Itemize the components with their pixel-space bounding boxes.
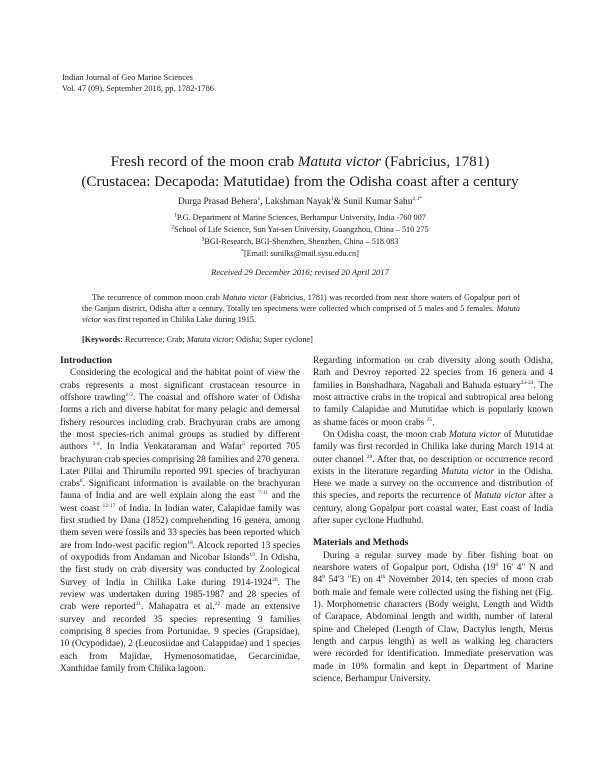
affiliation-3 — [40, 236, 560, 248]
section-heading-methods: Materials and Methods — [313, 537, 409, 549]
affiliation-2 — [40, 224, 560, 236]
received-dates: Received 29 December 2016; revised 20 April 2017 — [211, 267, 389, 277]
author-3-affil: 2,3* — [412, 195, 423, 202]
author-1-affil: 1 — [257, 195, 261, 202]
right-column — [313, 355, 553, 685]
abstract-text: The recurrence of common moon crab — [92, 293, 223, 302]
affiliation-2-mark: 2 — [171, 224, 175, 231]
email-text: [Email: sunilks@mail.sysu.edu.cn] — [243, 249, 359, 259]
abstract-species: Matuta victor — [222, 293, 268, 302]
journal-name: Indian Journal of Geo Marine Sciences — [62, 73, 193, 82]
affiliation-1-text: P.G. Department of Marine Sciences, Berhampur University, India -760 007 — [176, 213, 426, 222]
affiliation-1-mark: 1 — [174, 212, 177, 219]
title-line-1 — [40, 152, 560, 172]
affiliations — [40, 212, 560, 260]
introduction-paragraph: Considering the ecological and the habitat point of view the crabs represents a most significant crustacean resource in offshore trawling$^{1-2}$. The coastal and offshore water of Odisha forms a rich and diverse habitat for many pelagic and demersal fishery resources including crab. Brachyuran crabs are among the most species-rich animal groups as studied by different authors $^{3-4}$. In India Venkataraman and Wafar$^5$ reported 705 brachyuran crab species comprising 28 families and 270 genera. Later Pillai and Thirumilu reported 991 species of brachyuran crabs$^6$. Significant information is available on the brachyuran fauna of India and are well explain along the east $^{7-11}$ and the west coast $^{12-17}$ of India. In Indian water, Calapidae family was first studied by Dana (1852) comprehending 16 genera, among them seven were fossils and 33 species has been reported which are from Indo-west pacific region$^{18}$. Alcock reported 13 species of oxypodids from Andaman and Nicobar Islands$^{19}$. In Odisha, the first study on crab diversity was conducted by Zoological Survey of India in Chilika Lake during 1914-1924$^{20}$. The review was undertaken during 1985-1987 and 28 species of crab were reported$^{21}$. Mahapatra et al.$^{22}$ made an extensive survey and recorded 35 species representing 9 families comprising 8 species from Portunidae, 9 species (Grapsidae), 10 (Ocypodidae), 2 (Leucosiidae and Calappidae) and 1 species each from Majidae, Hymenosomatidae, Gecarcinidae, Xanthidae family from Chilika lagoon. — [60, 368, 301, 674]
left-column — [60, 355, 300, 675]
affiliation-2-text: School of Life Science, Sun Yat-sen University, Guangzhou, China – 510 275 — [174, 225, 429, 235]
abstract — [82, 293, 520, 326]
affiliation-3-mark: 3 — [201, 236, 205, 243]
keywords-text: Recurrence; Crab; — [122, 335, 187, 344]
affiliation-1 — [40, 212, 560, 224]
abstract-text: (Fabricius, 1781) was recorded from near shore waters of Gopalpur port of the Ganjam district, Odisha after a century. Totally ten specimens were collected which comprised of 5 males and 5 females. — [82, 293, 520, 313]
abstract-species: Matuta victor — [82, 303, 520, 324]
section-gap — [313, 527, 553, 537]
journal-header — [62, 72, 214, 94]
odisha-record-paragraph: On Odisha coast, the moon crab Matuta victor of Mututidae family was first recorded in Chilika lake during March 1914 at outer channel $^{20}$. After that, no description or occurrence record exists in the literature regarding Matuta victor in the Odisha. Here we made a survey on the occurrence and distribution of this species, and reports the recurrence of Matuta victor after a century, along Gopalpur port coastal water, East coast of India after super cyclone Hudhuhd. — [313, 429, 554, 527]
title-text: Fresh record of the moon crab — [110, 153, 298, 170]
author-2-affil: 1 — [330, 195, 334, 202]
keywords-text: ; Odisha; Super cyclone] — [231, 335, 313, 344]
affiliation-3-text: BGI-Research, BGI-Shenzhen, Shenzhen, China – 518 083 — [204, 237, 399, 247]
methods-paragraph: During a regular survey made by fiber fishing boat on nearshore waters of Gopalpur port, Odisha ($19^0$ 16' 4" N and $84^0$ 54'3 "E) on 4th November 2014, ten species of moon crab both male and female were collected using the fishing net (Fig. 1). Morphometric characters (Body weight, Length and Width of Carapace, Abdominal length and width, number of lateral spine and Cheleped (Length of Claw, Dactylus length, Merus length and carpus length) as well as walking leg characters were recorded for identification. Immediate preservation was made in 10% formalin and kept in Department of Marine science, Berhampur University. — [313, 550, 553, 684]
title-species: Matuta victor — [297, 153, 381, 170]
title-text-authority: (Fabricius, 1781) — [380, 153, 490, 170]
author-3: & Sunil Kumar Sahu — [333, 197, 413, 207]
title-line-2: (Crustacea: Decapoda: Matutidae) from the Odisha coast after a century — [81, 173, 519, 190]
keywords-species: Matuta victor — [186, 335, 232, 344]
abstract-text: was first reported in Chilika Lake during 1915. — [100, 314, 256, 324]
author-2: , Lakshman Nayak — [260, 197, 331, 207]
keywords — [82, 335, 522, 344]
author-1: Durga Prasad Behera — [177, 197, 258, 207]
keywords-label: [Keywords: — [82, 335, 123, 344]
journal-volume: Vol. 47 (09), September 2018, pp. 1782-1786 — [62, 84, 214, 93]
author-list — [40, 196, 560, 209]
section-heading-introduction: Introduction — [60, 355, 113, 366]
paper-title — [40, 152, 560, 192]
intro-continued-paragraph: Regarding information on crab diversity along south Odisha, Rath and Devroy reported 22 species from 16 genera and 4 families in Banshadhara, Nagabali and Bahuda estuary$^{23-24}$. The most attractive crabs in the tropical and subtropical area belong to family Calapidae and Mututidae which is popularly known as shame faces or moon crabs $^{25}$. — [313, 356, 554, 428]
affiliation-email — [40, 248, 560, 260]
email-mark: * — [241, 248, 244, 255]
